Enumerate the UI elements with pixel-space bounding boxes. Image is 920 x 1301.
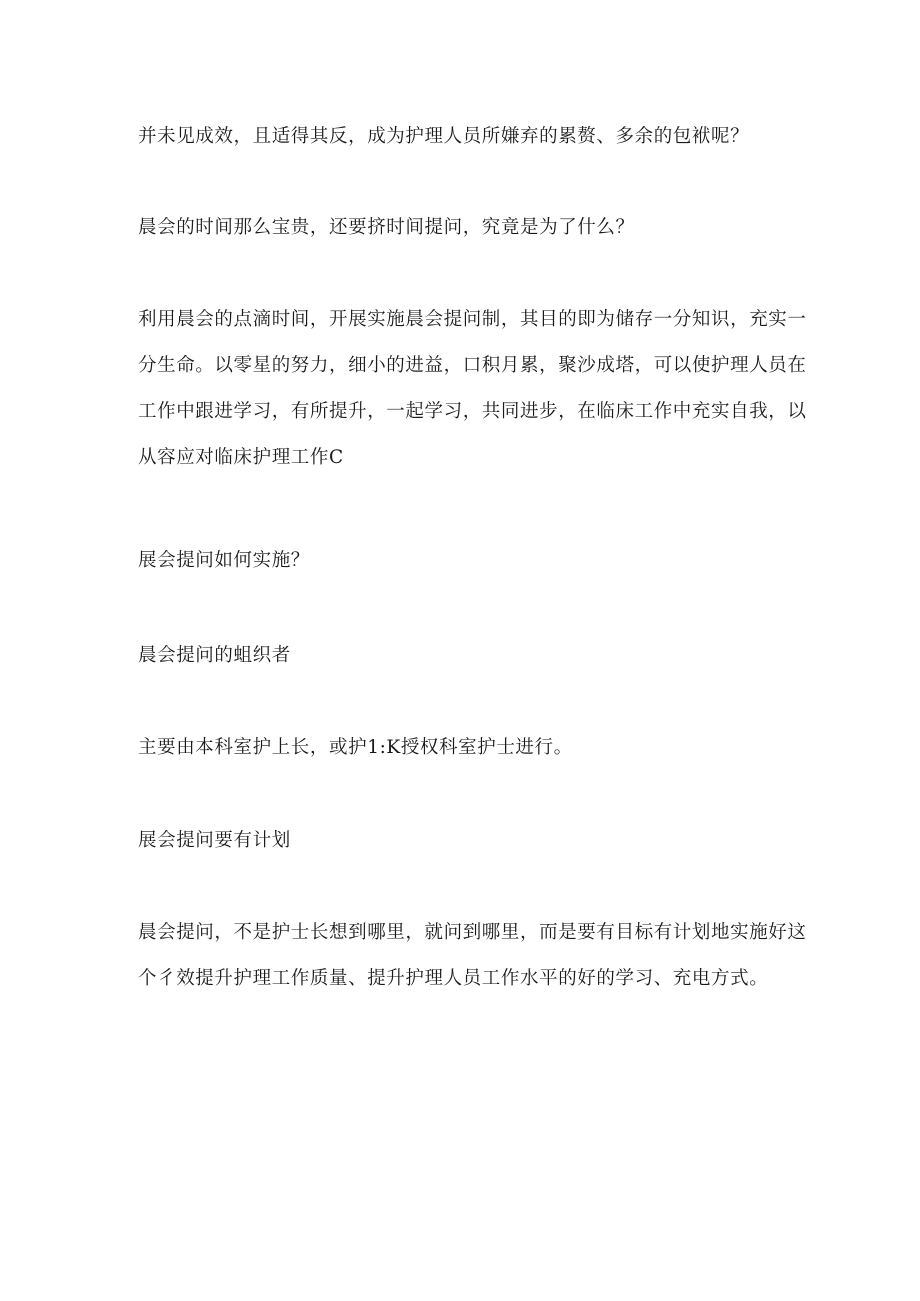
- paragraph-1: [138, 114, 798, 160]
- paragraph-2: [138, 205, 798, 251]
- paragraph-line: 从容应对临床护理工作C: [138, 447, 344, 468]
- paragraph-line: 晨会提问的蛆织者: [138, 645, 291, 666]
- paragraph-3: [138, 297, 807, 481]
- section-heading-organizer: [138, 633, 798, 679]
- paragraph-line: 工作中跟进学习，有所提升，一起学习，共同进步，在临床工作中充实自我，以: [138, 401, 807, 422]
- paragraph-line: 晨会提问，不是护士长想到哪里，就问到哪里，而是要有目标有计划地实施好这: [138, 922, 807, 943]
- paragraph-line: 利用晨会的点滴时间，开展实施晨会提问制，其目的即为储存一分知识，充实一: [138, 309, 807, 330]
- paragraph-line: 并未见成效，且适得其反，成为护理人员所嫌弃的累赘、多余的包袱呢？: [138, 126, 750, 147]
- paragraph-line: 展会提问要有计划: [138, 830, 291, 851]
- section-heading-implementation: [138, 538, 798, 584]
- paragraph-line: 个彳效提升护理工作质量、提升护理人员工作水平的好的学习、充电方式。: [138, 968, 769, 989]
- paragraph-line: 展会提问如何实施？: [138, 550, 310, 571]
- paragraph-line: 主要由本科室护上长，或护1:K授权科室护士进行。: [138, 737, 573, 758]
- paragraph-line: 分生命。以零星的努力，细小的进益，口积月累，聚沙成塔，可以使护理人员在: [138, 355, 807, 376]
- paragraph-line: 晨会的时间那么宝贵，还要挤时间提问，究竟是为了什么？: [138, 217, 635, 238]
- section-heading-plan: [138, 818, 798, 864]
- paragraph-plan-detail: [138, 910, 807, 1002]
- paragraph-organizer-detail: [138, 725, 798, 771]
